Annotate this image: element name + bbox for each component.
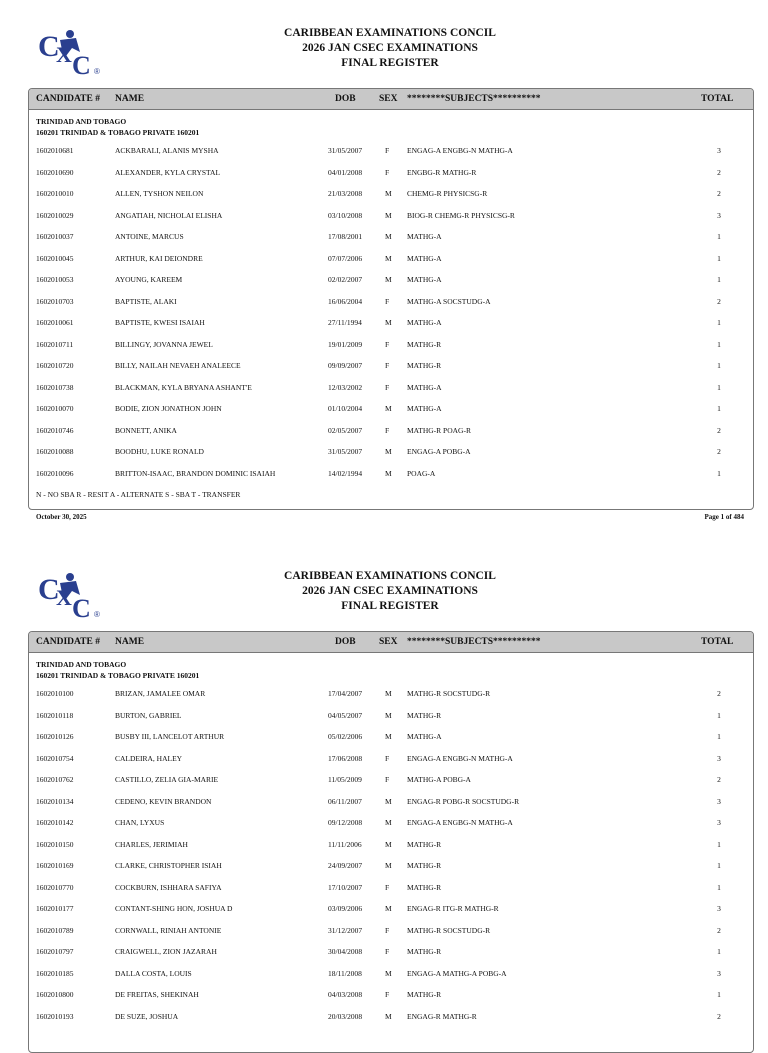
candidate-subjects: ENGAG-R ITG-R MATHG-R xyxy=(407,904,499,913)
candidate-dob: 17/04/2007 xyxy=(328,689,363,698)
candidate-name: BOODHU, LUKE RONALD xyxy=(115,447,204,456)
table-row xyxy=(29,353,753,375)
candidate-name: CONTANT-SHING HON, JOSHUA D xyxy=(115,904,233,913)
table-row xyxy=(29,181,753,203)
candidate-total: 1 xyxy=(717,318,721,327)
table-row xyxy=(29,224,753,246)
candidate-total: 3 xyxy=(717,753,721,763)
candidate-name: CHARLES, JERIMIAH xyxy=(115,839,188,849)
candidate-dob: 04/01/2008 xyxy=(328,167,363,177)
report-title xyxy=(0,569,768,614)
region-centre: 160201 TRINIDAD & TOBAGO PRIVATE 160201 xyxy=(36,671,200,680)
report-title xyxy=(0,26,768,71)
candidate-dob: 31/05/2007 xyxy=(328,146,363,155)
candidate-subjects: MATHG-A xyxy=(407,404,442,413)
register-table xyxy=(28,88,754,510)
title-line-2: 2026 JAN CSEC EXAMINATIONS xyxy=(302,42,478,54)
candidate-dob: 11/11/2006 xyxy=(328,839,362,849)
col-name: NAME xyxy=(115,94,145,104)
table-row xyxy=(29,853,753,875)
candidate-sex: M xyxy=(385,404,392,413)
candidate-name: BILLINGY, JOVANNA JEWEL xyxy=(115,339,213,349)
candidate-sex: M xyxy=(385,904,392,913)
candidate-total: 3 xyxy=(717,146,721,155)
candidate-total: 1 xyxy=(717,710,721,720)
candidate-dob: 04/03/2008 xyxy=(328,990,363,999)
candidate-number: 1602010789 xyxy=(36,925,74,935)
candidate-subjects: MATHG-R xyxy=(407,361,442,370)
table-row xyxy=(29,418,753,440)
candidate-total: 1 xyxy=(717,947,721,956)
candidate-total: 3 xyxy=(717,904,721,913)
candidate-subjects: ENGBG-R MATHG-R xyxy=(407,167,477,177)
col-candidate: CANDIDATE # xyxy=(36,637,100,647)
candidate-dob: 07/07/2006 xyxy=(328,253,363,263)
footer-date: October 30, 2025 xyxy=(36,513,87,521)
candidate-dob: 03/09/2006 xyxy=(328,904,363,913)
candidate-number: 1602010061 xyxy=(36,318,74,327)
region-heading xyxy=(29,653,753,681)
candidate-name: BAPTISTE, KWESI ISAIAH xyxy=(115,318,205,327)
candidate-total: 2 xyxy=(717,689,721,698)
col-subjects: ********SUBJECTS********** xyxy=(407,637,541,647)
candidate-name: BRITTON-ISAAC, BRANDON DOMINIC ISAIAH xyxy=(115,468,276,478)
table-row xyxy=(29,724,753,746)
candidate-number: 1602010681 xyxy=(36,146,74,155)
candidate-dob: 16/06/2004 xyxy=(328,296,363,306)
candidate-number: 1602010142 xyxy=(36,818,74,827)
candidate-number: 1602010045 xyxy=(36,253,74,263)
candidate-name: ACKBARALI, ALANIS MYSHA xyxy=(115,146,219,155)
candidate-dob: 09/09/2007 xyxy=(328,361,363,370)
candidate-sex: F xyxy=(385,775,390,784)
candidate-name: ANTOINE, MARCUS xyxy=(115,232,184,241)
candidate-subjects: MATHG-R SOCSTUDG-R xyxy=(407,689,491,698)
candidate-sex: M xyxy=(385,710,392,720)
candidate-total: 1 xyxy=(717,990,721,999)
candidate-name: BAPTISTE, ALAKI xyxy=(115,296,177,306)
candidate-sex: F xyxy=(385,990,390,999)
region-country: TRINIDAD AND TOBAGO xyxy=(36,117,127,126)
candidate-name: BONNETT, ANIKA xyxy=(115,425,177,435)
candidate-number: 1602010177 xyxy=(36,904,74,913)
candidate-dob: 02/05/2007 xyxy=(328,425,363,435)
table-row xyxy=(29,810,753,832)
col-dob: DOB xyxy=(335,94,356,104)
candidate-name: DE FREITAS, SHEKINAH xyxy=(115,990,199,999)
svg-text:C: C xyxy=(72,594,91,623)
candidate-subjects: MATHG-R xyxy=(407,947,442,956)
candidate-subjects: ENGAG-A MATHG-A POBG-A xyxy=(407,968,507,978)
col-subjects: ********SUBJECTS********** xyxy=(407,94,541,104)
candidate-number: 1602010118 xyxy=(36,710,74,720)
candidate-subjects: MATHG-A xyxy=(407,232,442,241)
table-row xyxy=(29,439,753,461)
table-header xyxy=(29,632,753,653)
candidate-number: 1602010185 xyxy=(36,968,74,978)
candidate-sex: F xyxy=(385,339,390,349)
svg-text:®: ® xyxy=(94,67,100,76)
svg-text:X: X xyxy=(56,585,72,610)
candidate-dob: 05/02/2006 xyxy=(328,732,363,741)
candidate-name: ALEXANDER, KYLA CRYSTAL xyxy=(115,167,221,177)
col-dob: DOB xyxy=(335,637,356,647)
candidate-number: 1602010754 xyxy=(36,753,74,763)
candidate-total: 1 xyxy=(717,882,721,892)
candidate-dob: 17/08/2001 xyxy=(328,232,363,241)
title-line-2: 2026 JAN CSEC EXAMINATIONS xyxy=(302,585,478,597)
candidate-total: 1 xyxy=(717,861,721,870)
table-row xyxy=(29,1004,753,1026)
candidate-sex: M xyxy=(385,232,392,241)
candidate-subjects: ENGAG-A ENGBG-N MATHG-A xyxy=(407,818,513,827)
candidate-number: 1602010800 xyxy=(36,990,74,999)
candidate-dob: 24/09/2007 xyxy=(328,861,363,870)
candidate-number: 1602010711 xyxy=(36,339,74,349)
table-row xyxy=(29,918,753,940)
candidate-name: ANGATIAH, NICHOLAI ELISHA xyxy=(115,210,223,220)
candidate-number: 1602010037 xyxy=(36,232,74,241)
candidate-dob: 01/10/2004 xyxy=(328,404,363,413)
col-total: TOTAL xyxy=(701,94,734,104)
candidate-number: 1602010070 xyxy=(36,404,74,413)
candidate-dob: 17/06/2008 xyxy=(328,753,363,763)
candidate-name: BODIE, ZION JONATHON JOHN xyxy=(115,404,222,413)
candidate-subjects: MATHG-A xyxy=(407,732,442,741)
candidate-sex: M xyxy=(385,210,392,220)
candidate-total: 2 xyxy=(717,925,721,935)
candidate-sex: M xyxy=(385,253,392,263)
candidate-dob: 03/10/2008 xyxy=(328,210,363,220)
candidate-number: 1602010088 xyxy=(36,447,74,456)
candidate-subjects: ENGAG-A ENGBG-N MATHG-A xyxy=(407,753,513,763)
region-heading xyxy=(29,110,753,138)
candidate-number: 1602010770 xyxy=(36,882,74,892)
candidate-sex: F xyxy=(385,882,390,892)
candidate-total: 1 xyxy=(717,468,721,478)
legend: N - NO SBA R - RESIT A - ALTERNATE S - SBA T - TRANSFER xyxy=(36,490,241,499)
candidate-number: 1602010720 xyxy=(36,361,74,370)
candidate-subjects: BIOG-R CHEMG-R PHYSICSG-R xyxy=(407,210,515,220)
candidate-number: 1602010029 xyxy=(36,210,74,220)
candidate-total: 2 xyxy=(717,447,721,456)
table-row xyxy=(29,289,753,311)
candidate-number: 1602010738 xyxy=(36,382,74,392)
candidate-sex: F xyxy=(385,947,390,956)
candidate-sex: M xyxy=(385,189,392,198)
title-line-3: FINAL REGISTER xyxy=(341,57,439,69)
candidate-name: CLARKE, CHRISTOPHER ISIAH xyxy=(115,861,222,870)
table-row xyxy=(29,246,753,268)
svg-text:X: X xyxy=(56,42,72,67)
candidate-sex: F xyxy=(385,925,390,935)
candidate-dob: 02/02/2007 xyxy=(328,275,363,284)
candidate-total: 1 xyxy=(717,361,721,370)
region-centre: 160201 TRINIDAD & TOBAGO PRIVATE 160201 xyxy=(36,128,200,137)
table-header xyxy=(29,89,753,110)
candidate-total: 2 xyxy=(717,189,721,198)
candidate-name: BILLY, NAILAH NEVAEH ANALEECE xyxy=(115,361,241,370)
candidate-subjects: MATHG-A xyxy=(407,382,442,392)
region-country: TRINIDAD AND TOBAGO xyxy=(36,660,127,669)
candidate-name: CEDENO, KEVIN BRANDON xyxy=(115,796,212,806)
candidate-subjects: MATHG-R SOCSTUDG-R xyxy=(407,925,491,935)
table-row xyxy=(29,203,753,225)
candidate-name: ARTHUR, KAI DEIONDRE xyxy=(115,253,203,263)
table-row xyxy=(29,332,753,354)
candidate-subjects: MATHG-A SOCSTUDG-A xyxy=(407,296,491,306)
candidate-sex: F xyxy=(385,425,390,435)
candidate-name: BRIZAN, JAMALEE OMAR xyxy=(115,689,206,698)
candidate-sex: M xyxy=(385,968,392,978)
candidate-total: 1 xyxy=(717,839,721,849)
candidate-total: 3 xyxy=(717,818,721,827)
candidate-dob: 09/12/2008 xyxy=(328,818,363,827)
candidate-name: BLACKMAN, KYLA BRYANA ASHANT'E xyxy=(115,382,252,392)
candidate-subjects: MATHG-A xyxy=(407,318,442,327)
table-row xyxy=(29,767,753,789)
table-row xyxy=(29,746,753,768)
candidate-number: 1602010797 xyxy=(36,947,74,956)
candidate-total: 1 xyxy=(717,382,721,392)
table-row xyxy=(29,310,753,332)
candidate-subjects: CHEMG-R PHYSICSG-R xyxy=(407,189,488,198)
table-row xyxy=(29,138,753,160)
col-sex: SEX xyxy=(379,94,398,104)
col-total: TOTAL xyxy=(701,637,734,647)
candidate-total: 2 xyxy=(717,167,721,177)
candidate-total: 1 xyxy=(717,404,721,413)
table-row xyxy=(29,267,753,289)
candidate-subjects: ENGAG-A ENGBG-N MATHG-A xyxy=(407,146,513,155)
candidate-sex: F xyxy=(385,296,390,306)
table-row xyxy=(29,875,753,897)
candidate-dob: 04/05/2007 xyxy=(328,710,363,720)
candidate-dob: 30/04/2008 xyxy=(328,947,363,956)
title-line-1: CARIBBEAN EXAMINATIONS CONCIL xyxy=(284,27,496,39)
candidate-number: 1602010193 xyxy=(36,1011,74,1021)
candidate-dob: 18/11/2008 xyxy=(328,968,362,978)
candidate-total: 3 xyxy=(717,210,721,220)
candidate-total: 2 xyxy=(717,425,721,435)
table-row xyxy=(29,832,753,854)
candidate-sex: M xyxy=(385,818,392,827)
table-row xyxy=(29,375,753,397)
col-sex: SEX xyxy=(379,637,398,647)
candidate-sex: M xyxy=(385,839,392,849)
candidate-subjects: MATHG-R xyxy=(407,990,442,999)
candidate-sex: F xyxy=(385,146,390,155)
candidate-name: CASTILLO, ZELIA GIA-MARIE xyxy=(115,775,219,784)
table-row xyxy=(29,896,753,918)
candidate-number: 1602010690 xyxy=(36,167,74,177)
candidate-dob: 12/03/2002 xyxy=(328,382,363,392)
candidate-dob: 21/03/2008 xyxy=(328,189,363,198)
candidate-subjects: MATHG-A xyxy=(407,275,442,284)
candidate-sex: M xyxy=(385,318,392,327)
candidate-sex: F xyxy=(385,361,390,370)
candidate-number: 1602010010 xyxy=(36,189,74,198)
candidate-number: 1602010703 xyxy=(36,296,74,306)
candidate-total: 1 xyxy=(717,232,721,241)
candidate-sex: M xyxy=(385,861,392,870)
candidate-sex: M xyxy=(385,732,392,741)
candidate-dob: 11/05/2009 xyxy=(328,775,362,784)
candidate-subjects: ENGAG-A POBG-A xyxy=(407,447,471,456)
candidate-dob: 27/11/1994 xyxy=(328,318,362,327)
candidate-subjects: ENGAG-R POBG-R SOCSTUDG-R xyxy=(407,796,520,806)
table-row xyxy=(29,461,753,483)
candidate-total: 2 xyxy=(717,775,721,784)
candidate-rows xyxy=(29,681,753,1025)
candidate-dob: 06/11/2007 xyxy=(328,796,362,806)
col-candidate: CANDIDATE # xyxy=(36,94,100,104)
candidate-name: BURTON, GABRIEL xyxy=(115,710,182,720)
candidate-name: DALLA COSTA, LOUIS xyxy=(115,968,192,978)
candidate-sex: M xyxy=(385,689,392,698)
candidate-dob: 17/10/2007 xyxy=(328,882,363,892)
footer-page: Page 1 of 484 xyxy=(704,513,744,521)
title-line-3: FINAL REGISTER xyxy=(341,600,439,612)
svg-text:C: C xyxy=(38,30,60,63)
candidate-subjects: MATHG-R xyxy=(407,710,442,720)
candidate-sex: F xyxy=(385,382,390,392)
candidate-dob: 19/01/2009 xyxy=(328,339,363,349)
candidate-number: 1602010150 xyxy=(36,839,74,849)
candidate-name: BUSBY III, LANCELOT ARTHUR xyxy=(115,732,225,741)
candidate-dob: 31/05/2007 xyxy=(328,447,363,456)
candidate-rows xyxy=(29,138,753,482)
candidate-number: 1602010762 xyxy=(36,775,74,784)
candidate-subjects: POAG-A xyxy=(407,468,436,478)
candidate-total: 2 xyxy=(717,1011,721,1021)
candidate-dob: 31/12/2007 xyxy=(328,925,363,935)
candidate-subjects: MATHG-R xyxy=(407,861,442,870)
candidate-sex: M xyxy=(385,447,392,456)
candidate-subjects: MATHG-R xyxy=(407,339,442,349)
candidate-name: ALLEN, TYSHON NEILON xyxy=(115,189,204,198)
candidate-number: 1602010169 xyxy=(36,861,74,870)
candidate-number: 1602010053 xyxy=(36,275,74,284)
candidate-name: CHAN, LYXUS xyxy=(115,818,165,827)
col-name: NAME xyxy=(115,637,145,647)
candidate-number: 1602010100 xyxy=(36,689,74,698)
candidate-subjects: ENGAG-R MATHG-R xyxy=(407,1011,477,1021)
table-row xyxy=(29,681,753,703)
candidate-subjects: MATHG-R xyxy=(407,839,442,849)
candidate-subjects: MATHG-R POAG-R xyxy=(407,425,471,435)
table-row xyxy=(29,982,753,1004)
title-line-1: CARIBBEAN EXAMINATIONS CONCIL xyxy=(284,570,496,582)
candidate-name: DE SUZE, JOSHUA xyxy=(115,1011,179,1021)
table-row xyxy=(29,396,753,418)
candidate-sex: F xyxy=(385,753,390,763)
candidate-total: 1 xyxy=(717,339,721,349)
candidate-total: 1 xyxy=(717,253,721,263)
candidate-name: COCKBURN, ISHHARA SAFIYA xyxy=(115,882,222,892)
candidate-sex: M xyxy=(385,796,392,806)
candidate-name: CALDEIRA, HALEY xyxy=(115,753,183,763)
table-row xyxy=(29,961,753,983)
table-row xyxy=(29,703,753,725)
candidate-number: 1602010096 xyxy=(36,468,74,478)
candidate-total: 2 xyxy=(717,296,721,306)
register-table xyxy=(28,631,754,1053)
candidate-total: 1 xyxy=(717,732,721,741)
candidate-name: AYOUNG, KAREEM xyxy=(115,275,183,284)
candidate-subjects: MATHG-R xyxy=(407,882,442,892)
candidate-dob: 20/03/2008 xyxy=(328,1011,363,1021)
table-row xyxy=(29,789,753,811)
candidate-subjects: MATHG-A POBG-A xyxy=(407,775,471,784)
candidate-total: 3 xyxy=(717,968,721,978)
candidate-number: 1602010746 xyxy=(36,425,74,435)
candidate-total: 3 xyxy=(717,796,721,806)
candidate-name: CORNWALL, RINIAH ANTONIE xyxy=(115,925,222,935)
candidate-dob: 14/02/1994 xyxy=(328,468,363,478)
candidate-sex: M xyxy=(385,1011,392,1021)
svg-text:C: C xyxy=(72,51,91,80)
table-row xyxy=(29,939,753,961)
candidate-number: 1602010134 xyxy=(36,796,74,806)
candidate-subjects: MATHG-A xyxy=(407,253,442,263)
candidate-sex: M xyxy=(385,468,392,478)
candidate-total: 1 xyxy=(717,275,721,284)
candidate-sex: F xyxy=(385,167,390,177)
candidate-number: 1602010126 xyxy=(36,732,74,741)
svg-text:C: C xyxy=(38,573,60,606)
candidate-sex: M xyxy=(385,275,392,284)
svg-text:®: ® xyxy=(94,610,100,619)
table-row xyxy=(29,160,753,182)
candidate-name: CRAIGWELL, ZION JAZARAH xyxy=(115,947,217,956)
